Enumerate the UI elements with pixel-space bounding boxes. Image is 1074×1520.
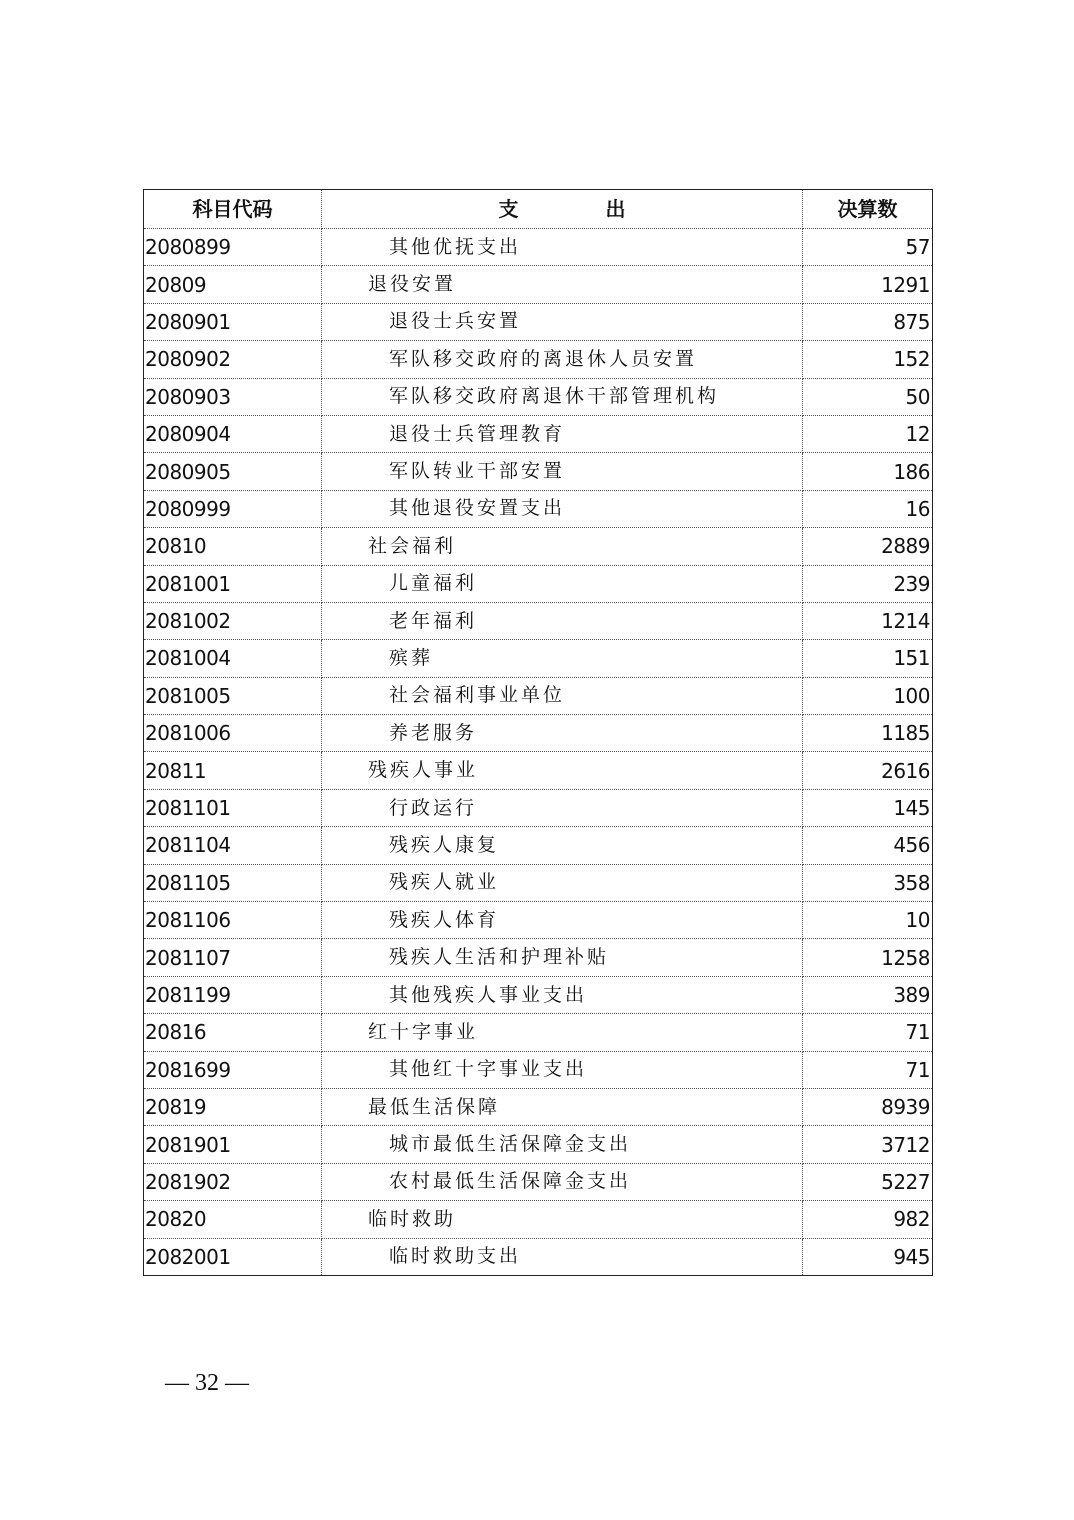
header-row <box>144 190 933 229</box>
table-row <box>144 827 933 864</box>
final-amount-cell: 875 <box>803 303 933 340</box>
budget-table <box>143 189 933 1276</box>
final-amount-cell: 10 <box>803 902 933 939</box>
expenditure-name-cell: 最低生活保障 <box>322 1088 803 1125</box>
table-row <box>144 378 933 415</box>
final-amount-cell: 145 <box>803 789 933 826</box>
final-amount-cell: 50 <box>803 378 933 415</box>
final-amount-cell: 2889 <box>803 528 933 565</box>
page-number: — 32 — <box>165 1370 249 1396</box>
final-amount-cell: 1258 <box>803 939 933 976</box>
final-amount-cell: 16 <box>803 490 933 527</box>
expenditure-name-cell: 残疾人事业 <box>322 752 803 789</box>
table-row <box>144 939 933 976</box>
expenditure-name-cell: 老年福利 <box>322 602 803 639</box>
header-name: 支 出 <box>322 190 803 229</box>
final-amount-cell: 1185 <box>803 715 933 752</box>
final-amount-cell: 5227 <box>803 1163 933 1200</box>
expenditure-name-cell: 临时救助支出 <box>322 1238 803 1275</box>
table-row <box>144 864 933 901</box>
table-row <box>144 1163 933 1200</box>
final-amount-cell: 3712 <box>803 1126 933 1163</box>
table-row <box>144 490 933 527</box>
expenditure-name-cell: 城市最低生活保障金支出 <box>322 1126 803 1163</box>
account-code-cell: 2081001 <box>144 565 322 602</box>
expenditure-name-cell: 其他优抚支出 <box>322 229 803 266</box>
expenditure-name-cell: 残疾人体育 <box>322 902 803 939</box>
final-amount-cell: 186 <box>803 453 933 490</box>
expenditure-name-cell: 军队转业干部安置 <box>322 453 803 490</box>
final-amount-cell: 1291 <box>803 266 933 303</box>
final-amount-cell: 57 <box>803 229 933 266</box>
final-amount-cell: 2616 <box>803 752 933 789</box>
account-code-cell: 2080905 <box>144 453 322 490</box>
final-amount-cell: 71 <box>803 1051 933 1088</box>
header-amount: 决算数 <box>803 190 933 229</box>
table-row <box>144 341 933 378</box>
account-code-cell: 2080904 <box>144 415 322 452</box>
expenditure-name-cell: 临时救助 <box>322 1201 803 1238</box>
account-code-cell: 2080999 <box>144 490 322 527</box>
table-row <box>144 976 933 1013</box>
account-code-cell: 20816 <box>144 1014 322 1051</box>
account-code-cell: 2081106 <box>144 902 322 939</box>
expenditure-name-cell: 其他退役安置支出 <box>322 490 803 527</box>
final-amount-cell: 12 <box>803 415 933 452</box>
expenditure-name-cell: 退役安置 <box>322 266 803 303</box>
expenditure-name-cell: 红十字事业 <box>322 1014 803 1051</box>
table-row <box>144 453 933 490</box>
table-header <box>144 190 933 229</box>
final-amount-cell: 8939 <box>803 1088 933 1125</box>
expenditure-name-cell: 军队移交政府的离退休人员安置 <box>322 341 803 378</box>
account-code-cell: 2081004 <box>144 640 322 677</box>
final-amount-cell: 1214 <box>803 602 933 639</box>
expenditure-name-cell: 行政运行 <box>322 789 803 826</box>
account-code-cell: 20809 <box>144 266 322 303</box>
account-code-cell: 2080903 <box>144 378 322 415</box>
table-row <box>144 266 933 303</box>
table-row <box>144 1238 933 1275</box>
account-code-cell: 20810 <box>144 528 322 565</box>
final-amount-cell: 358 <box>803 864 933 901</box>
table-row <box>144 1088 933 1125</box>
expenditure-name-cell: 退役士兵安置 <box>322 303 803 340</box>
table-row <box>144 789 933 826</box>
table-row <box>144 602 933 639</box>
final-amount-cell: 239 <box>803 565 933 602</box>
final-amount-cell: 389 <box>803 976 933 1013</box>
account-code-cell: 2081002 <box>144 602 322 639</box>
expenditure-name-cell: 残疾人生活和护理补贴 <box>322 939 803 976</box>
expenditure-name-cell: 社会福利事业单位 <box>322 677 803 714</box>
table-row <box>144 715 933 752</box>
expenditure-name-cell: 军队移交政府离退休干部管理机构 <box>322 378 803 415</box>
table-row <box>144 677 933 714</box>
final-amount-cell: 151 <box>803 640 933 677</box>
account-code-cell: 2081107 <box>144 939 322 976</box>
expenditure-name-cell: 殡葬 <box>322 640 803 677</box>
table-row <box>144 415 933 452</box>
table-body <box>144 229 933 1276</box>
account-code-cell: 2081901 <box>144 1126 322 1163</box>
table-row <box>144 1201 933 1238</box>
account-code-cell: 2081105 <box>144 864 322 901</box>
account-code-cell: 20811 <box>144 752 322 789</box>
table-row <box>144 528 933 565</box>
table-row <box>144 902 933 939</box>
table-row <box>144 1014 933 1051</box>
expenditure-name-cell: 残疾人康复 <box>322 827 803 864</box>
final-amount-cell: 456 <box>803 827 933 864</box>
account-code-cell: 2081005 <box>144 677 322 714</box>
final-amount-cell: 945 <box>803 1238 933 1275</box>
final-amount-cell: 100 <box>803 677 933 714</box>
table-row <box>144 1051 933 1088</box>
final-amount-cell: 71 <box>803 1014 933 1051</box>
expenditure-name-cell: 社会福利 <box>322 528 803 565</box>
table-row <box>144 229 933 266</box>
table-row <box>144 303 933 340</box>
expenditure-name-cell: 其他红十字事业支出 <box>322 1051 803 1088</box>
expenditure-name-cell: 养老服务 <box>322 715 803 752</box>
account-code-cell: 2081101 <box>144 789 322 826</box>
header-code: 科目代码 <box>144 190 322 229</box>
expenditure-name-cell: 残疾人就业 <box>322 864 803 901</box>
account-code-cell: 2080902 <box>144 341 322 378</box>
account-code-cell: 2081699 <box>144 1051 322 1088</box>
expenditure-name-cell: 儿童福利 <box>322 565 803 602</box>
account-code-cell: 2081199 <box>144 976 322 1013</box>
account-code-cell: 2080901 <box>144 303 322 340</box>
account-code-cell: 2081104 <box>144 827 322 864</box>
account-code-cell: 20820 <box>144 1201 322 1238</box>
final-amount-cell: 982 <box>803 1201 933 1238</box>
table-row <box>144 1126 933 1163</box>
final-amount-cell: 152 <box>803 341 933 378</box>
table-row <box>144 640 933 677</box>
account-code-cell: 2080899 <box>144 229 322 266</box>
account-code-cell: 2081006 <box>144 715 322 752</box>
account-code-cell: 2082001 <box>144 1238 322 1275</box>
account-code-cell: 20819 <box>144 1088 322 1125</box>
expenditure-name-cell: 退役士兵管理教育 <box>322 415 803 452</box>
expenditure-name-cell: 其他残疾人事业支出 <box>322 976 803 1013</box>
table-row <box>144 565 933 602</box>
account-code-cell: 2081902 <box>144 1163 322 1200</box>
expenditure-name-cell: 农村最低生活保障金支出 <box>322 1163 803 1200</box>
table-row <box>144 752 933 789</box>
